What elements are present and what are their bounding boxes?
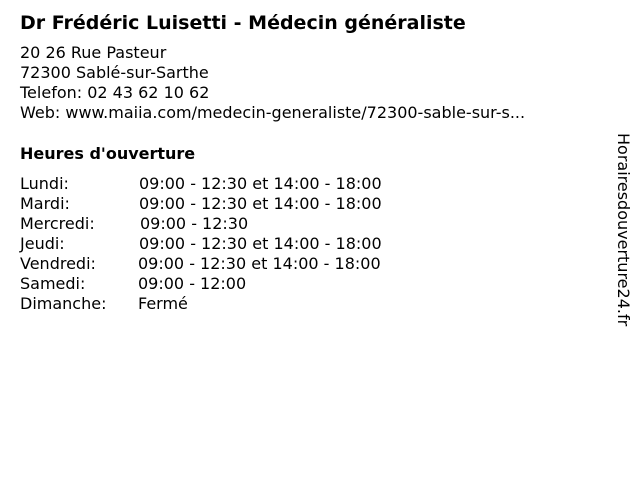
day-label: Lundi: [20, 174, 69, 193]
address-block [20, 43, 525, 123]
day-label: Mardi: [20, 194, 70, 213]
hours-heading: Heures d'ouverture [20, 144, 196, 163]
city: 72300 Sablé-sur-Sarthe [20, 63, 209, 82]
day-hours: 09:00 - 12:30 et 14:00 - 18:00 [138, 254, 381, 273]
day-hours: 09:00 - 12:30 [140, 214, 249, 233]
day-label: Dimanche: [20, 294, 107, 313]
day-hours: 09:00 - 12:30 et 14:00 - 18:00 [139, 194, 382, 213]
page-title: Dr Frédéric Luisetti - Médecin généraliste [20, 12, 466, 34]
watermark-text: Horairesdouverture24.fr [614, 133, 633, 327]
day-label: Vendredi: [20, 254, 96, 273]
street-address: 20 26 Rue Pasteur [20, 43, 167, 62]
phone-number: Telefon: 02 43 62 10 62 [20, 83, 210, 102]
day-hours: 09:00 - 12:30 et 14:00 - 18:00 [139, 234, 382, 253]
day-label: Mercredi: [20, 214, 95, 233]
website: Web: www.maiia.com/medecin-generaliste/72300-sable-sur-s... [20, 103, 526, 122]
day-label: Jeudi: [20, 234, 65, 253]
day-hours: Fermé [138, 294, 188, 313]
day-hours: 09:00 - 12:00 [138, 274, 247, 293]
day-label: Samedi: [20, 274, 86, 293]
day-hours: 09:00 - 12:30 et 14:00 - 18:00 [139, 174, 382, 193]
watermark [613, 133, 633, 373]
